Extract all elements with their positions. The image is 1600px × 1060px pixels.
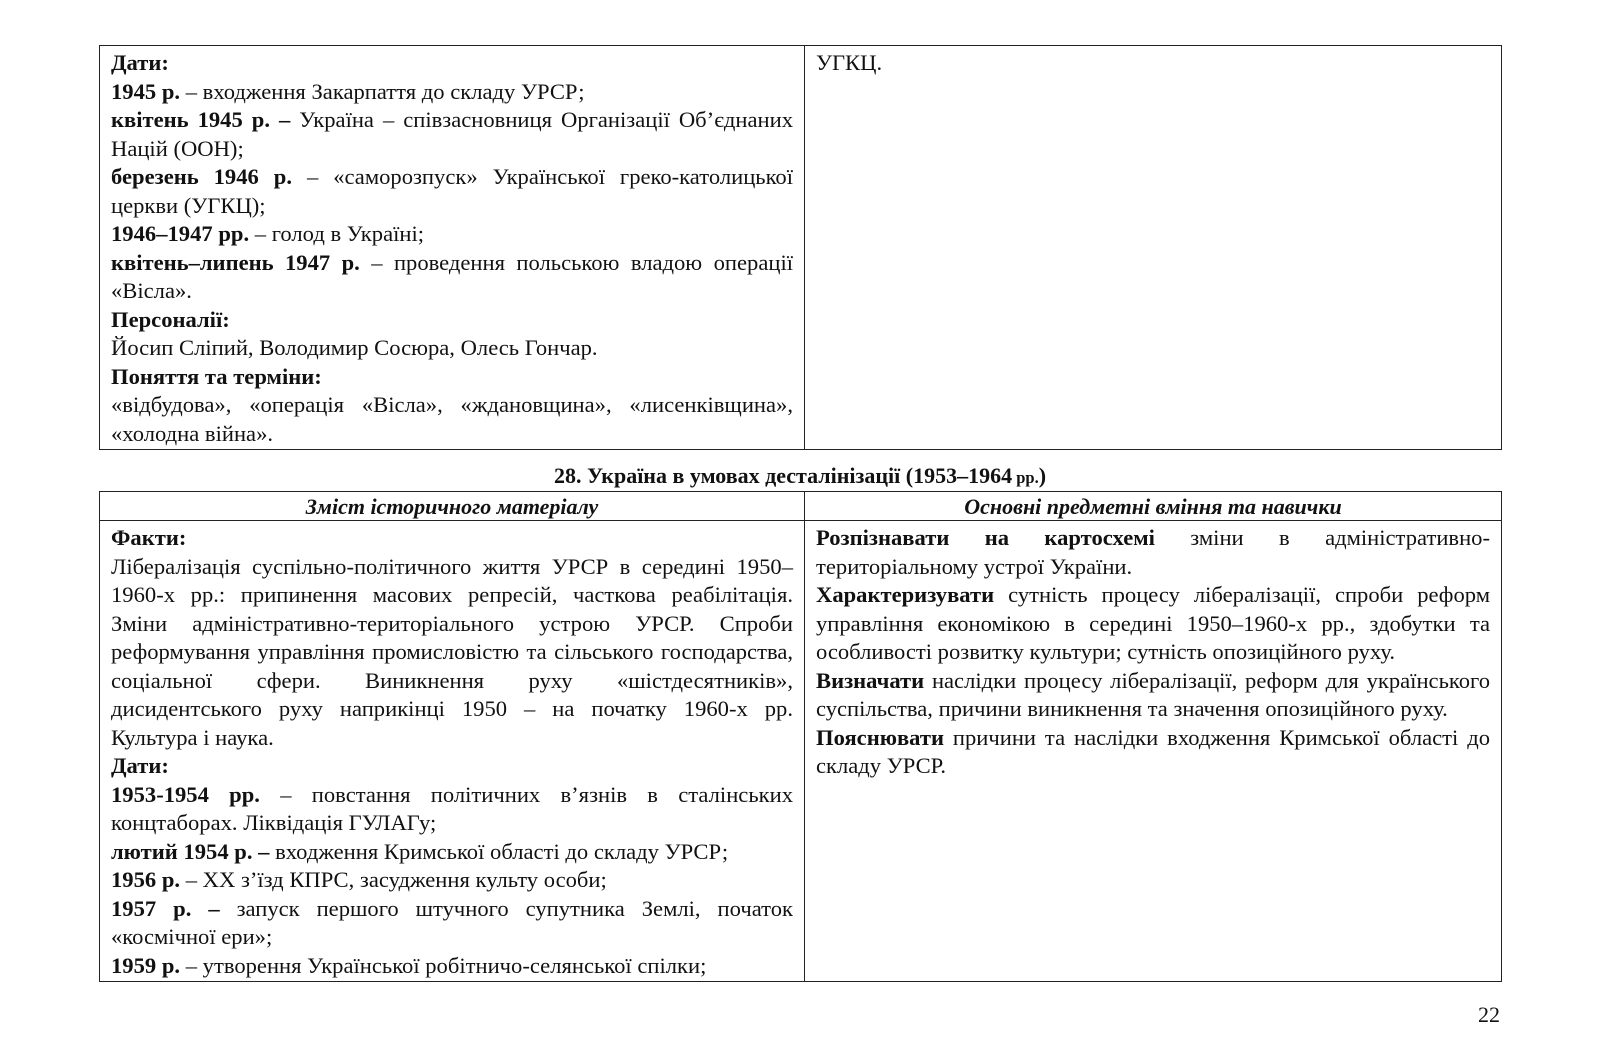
facts-text: Лібералізація суспільно-політичного життя УРСР в середині 1950–1960-х рр.: припинення масових репресій, часткова реабілітація. Зміни адміністративно-територіального устрою УРСР. Спроби реформування управління промисловістю та сільського господарства, соціальної сфери. Виникнення руху «шістдесятників», дисидентського руху наприкінці 1950 – на початку 1960-х рр. Культура і наука. <box>111 553 793 750</box>
table-topics-27-continued <box>99 45 1502 450</box>
date-entry: березень 1946 р. – «саморозпуск» Української греко-католицької церкви (УГКЦ); <box>111 164 793 218</box>
date-entry: квітень–липень 1947 р. – проведення польською владою операції «Вісла». <box>111 249 793 303</box>
terms-text: «відбудова», «операція «Вісла», «ждановщина», «лисенківщина», «холодна війна». <box>111 392 793 446</box>
date-entry: 1959 р. – утворення Української робітничо-селянської спілки; <box>111 952 707 978</box>
date-entry: 1956 р. – ХХ з’їзд КПРС, засудження культу особи; <box>111 867 607 892</box>
date-entry: 1953-1954 рр. – повстання політичних в’язнів в сталінських концтаборах. Ліквідація ГУЛАГу; <box>111 781 793 835</box>
table-row <box>100 46 1502 450</box>
skill-entry: Характеризувати сутність процесу лібералізації, спроби реформ управління економікою в середині 1950–1960-х рр., здобутки та особливості розвитку культури; сутність опозиційного руху. <box>816 582 1490 664</box>
skills-cell <box>805 46 1502 450</box>
content-cell <box>100 521 805 982</box>
dates-heading: Дати: <box>111 753 169 778</box>
column-header-skills: Основні предметні вміння та навички <box>805 492 1502 521</box>
section-title: 28. Україна в умовах десталінізації (1953–1964 рр.) <box>553 463 1047 488</box>
table-header-row <box>100 492 1502 521</box>
terms-heading: Поняття та терміни: <box>111 363 322 389</box>
dates-heading: Дати: <box>111 50 169 75</box>
page-number: 22 <box>1478 1002 1500 1027</box>
date-entry: 1946–1947 рр. – голод в Україні; <box>111 221 425 246</box>
content-cell <box>100 46 805 450</box>
table-topic-28 <box>99 491 1502 982</box>
skill-entry: Пояснювати причини та наслідки входження Кримської області до складу УРСР. <box>816 724 1490 778</box>
column-header-content: Зміст історичного матеріалу <box>100 492 805 521</box>
skills-cell <box>805 521 1502 982</box>
date-entry: квітень 1945 р. – Україна – співзасновниця Організації Об’єднаних Націй (ООН); <box>111 107 793 161</box>
persons-text: Йосип Сліпий, Володимир Сосюра, Олесь Гончар. <box>111 335 598 360</box>
date-entry: лютий 1954 р. – входження Кримської області до складу УРСР; <box>111 838 729 864</box>
table-row <box>100 521 1502 982</box>
persons-heading: Персоналії: <box>111 306 230 332</box>
date-entry: 1957 р. – запуск першого штучного супутника Землі, початок «космічної ери»; <box>111 895 794 949</box>
date-entry: 1945 р. – входження Закарпаття до складу УРСР; <box>111 78 585 104</box>
skills-text: УГКЦ. <box>816 50 883 75</box>
facts-heading: Факти: <box>111 525 187 550</box>
skill-entry: Визначати наслідки процесу лібералізації, реформ для українського суспільства, причини виникнення та значення опозиційного руху. <box>816 667 1490 721</box>
skill-entry: Розпізнавати на картосхемі зміни в адміністративно-територіальному устрої України. <box>816 525 1490 579</box>
